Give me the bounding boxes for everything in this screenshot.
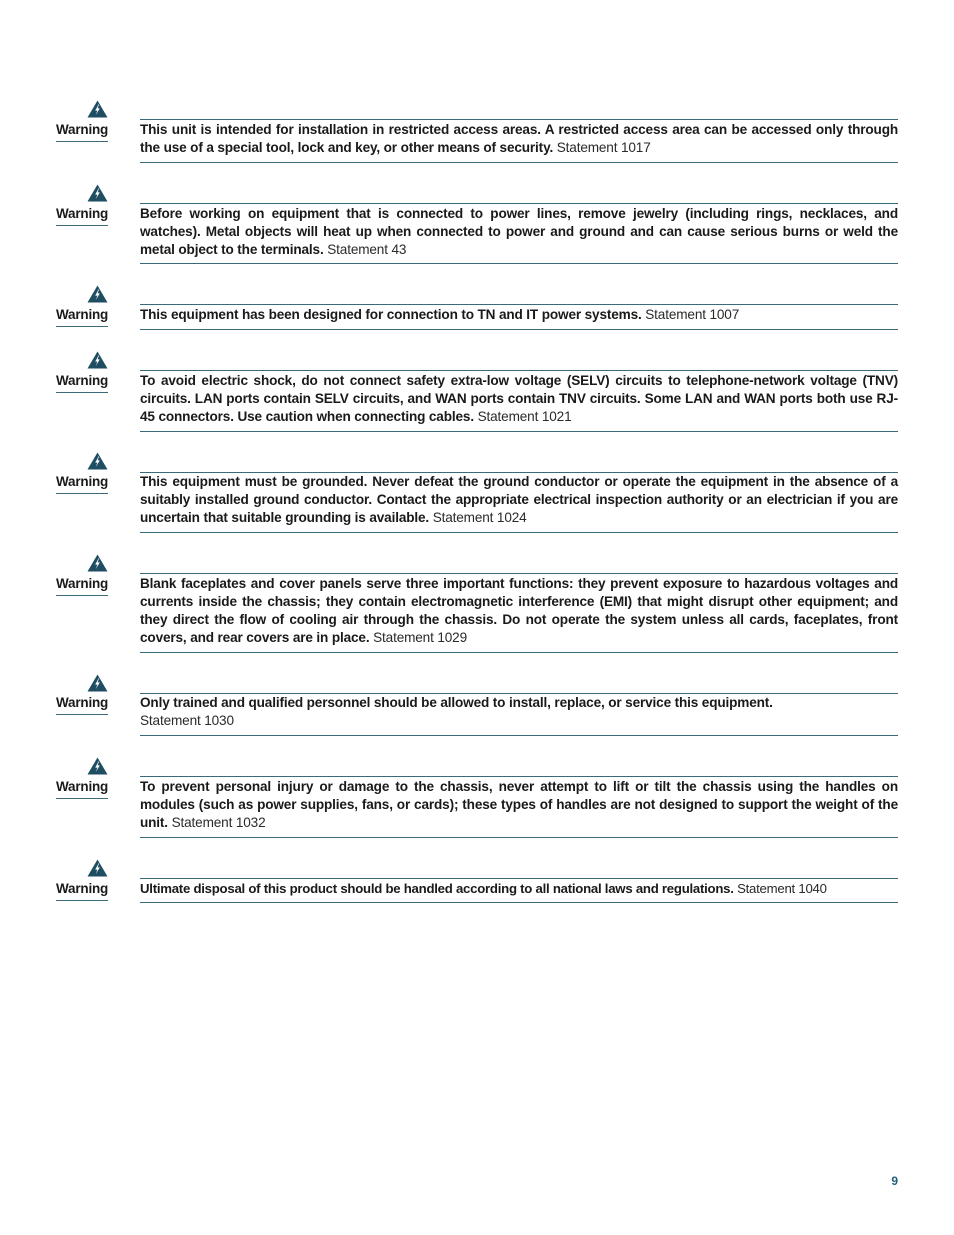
statement-number: Statement 1029 (373, 630, 467, 645)
top-rule (140, 203, 898, 204)
statement-number: Statement 1017 (556, 140, 651, 155)
warning-triangle-icon (87, 351, 108, 369)
warning-text (140, 306, 898, 324)
warning-triangle-icon (87, 100, 108, 118)
statement-number: Statement 1032 (171, 815, 266, 830)
bottom-rule (140, 902, 898, 903)
bottom-rule (140, 431, 898, 432)
warning-text (140, 205, 898, 259)
warning-triangle-icon (87, 452, 108, 470)
warning-message: To prevent personal injury or damage to the chassis, never attempt to lift or tilt the chassis using the handles on modules (such as power supplies, fans, or cards); these types of handles are not designed to support the weight of the unit. (140, 779, 898, 830)
bottom-rule (140, 162, 898, 163)
warning-label: Warning (56, 473, 108, 494)
warning-triangle-icon (87, 757, 108, 775)
warning-label: Warning (56, 372, 108, 393)
statement-number: Statement 43 (327, 242, 407, 257)
warning-triangle-icon (87, 859, 108, 877)
warning-triangle-icon (87, 554, 108, 572)
warning-text (140, 694, 898, 730)
warning-label: Warning (56, 778, 108, 799)
warning-label: Warning (56, 575, 108, 596)
warning-triangle-icon (87, 674, 108, 692)
top-rule (140, 119, 898, 120)
warning-label: Warning (56, 306, 108, 327)
statement-number: Statement 1030 (140, 713, 234, 728)
warning-text (140, 473, 898, 527)
warning-text (140, 778, 898, 832)
statement-number: Statement 1021 (477, 409, 572, 424)
top-rule (140, 370, 898, 371)
top-rule (140, 878, 898, 879)
warning-label: Warning (56, 694, 108, 715)
warning-label: Warning (56, 880, 108, 901)
warning-text (140, 575, 898, 647)
top-rule (140, 304, 898, 305)
warning-message: This unit is intended for installation in restricted access areas. A restricted access area can be accessed only through the use of a special tool, lock and key, or other means of security. (140, 122, 898, 155)
bottom-rule (140, 532, 898, 533)
warning-message: To avoid electric shock, do not connect safety extra-low voltage (SELV) circuits to telephone-network voltage (TNV) circuits. LAN ports contain SELV circuits, and WAN ports contain TNV circuits. Some LAN and WAN ports both use RJ-45 connectors. Use caution when connecting cables. (140, 373, 898, 424)
warning-text (140, 121, 898, 157)
warning-label: Warning (56, 121, 108, 142)
statement-number: Statement 1040 (737, 881, 827, 896)
bottom-rule (140, 652, 898, 653)
warning-text (140, 880, 898, 898)
warning-triangle-icon (87, 285, 108, 303)
warning-message: This equipment must be grounded. Never defeat the ground conductor or operate the equipment in the absence of a suitably installed ground conductor. Contact the appropriate electrical inspection authority or an electrician if you are uncertain that suitable grounding is available. (140, 474, 898, 525)
page-number: 9 (891, 1174, 898, 1188)
top-rule (140, 573, 898, 574)
bottom-rule (140, 329, 898, 330)
bottom-rule (140, 263, 898, 264)
warning-label: Warning (56, 205, 108, 226)
warning-message: This equipment has been designed for connection to TN and IT power systems. (140, 307, 642, 322)
statement-number: Statement 1007 (645, 307, 740, 322)
warning-triangle-icon (87, 184, 108, 202)
warning-message: Only trained and qualified personnel should be allowed to install, replace, or service this equipment. (140, 695, 773, 710)
statement-number: Statement 1024 (432, 510, 527, 525)
top-rule (140, 776, 898, 777)
warning-text (140, 372, 898, 426)
warning-message: Before working on equipment that is connected to power lines, remove jewelry (including rings, necklaces, and watches). Metal objects will heat up when connected to power and ground and can cause serious burns or weld the metal object to the terminals. (140, 206, 898, 257)
bottom-rule (140, 837, 898, 838)
warning-message: Blank faceplates and cover panels serve three important functions: they prevent exposure to hazardous voltages and currents inside the chassis; they contain electromagnetic interference (EMI) that might disrupt other equipment; and they direct the flow of cooling air through the chassis. Do not operate the system unless all cards, faceplates, front covers, and rear covers are in place. (140, 576, 898, 645)
bottom-rule (140, 735, 898, 736)
warning-message: Ultimate disposal of this product should be handled according to all national laws and regulations. (140, 881, 734, 896)
